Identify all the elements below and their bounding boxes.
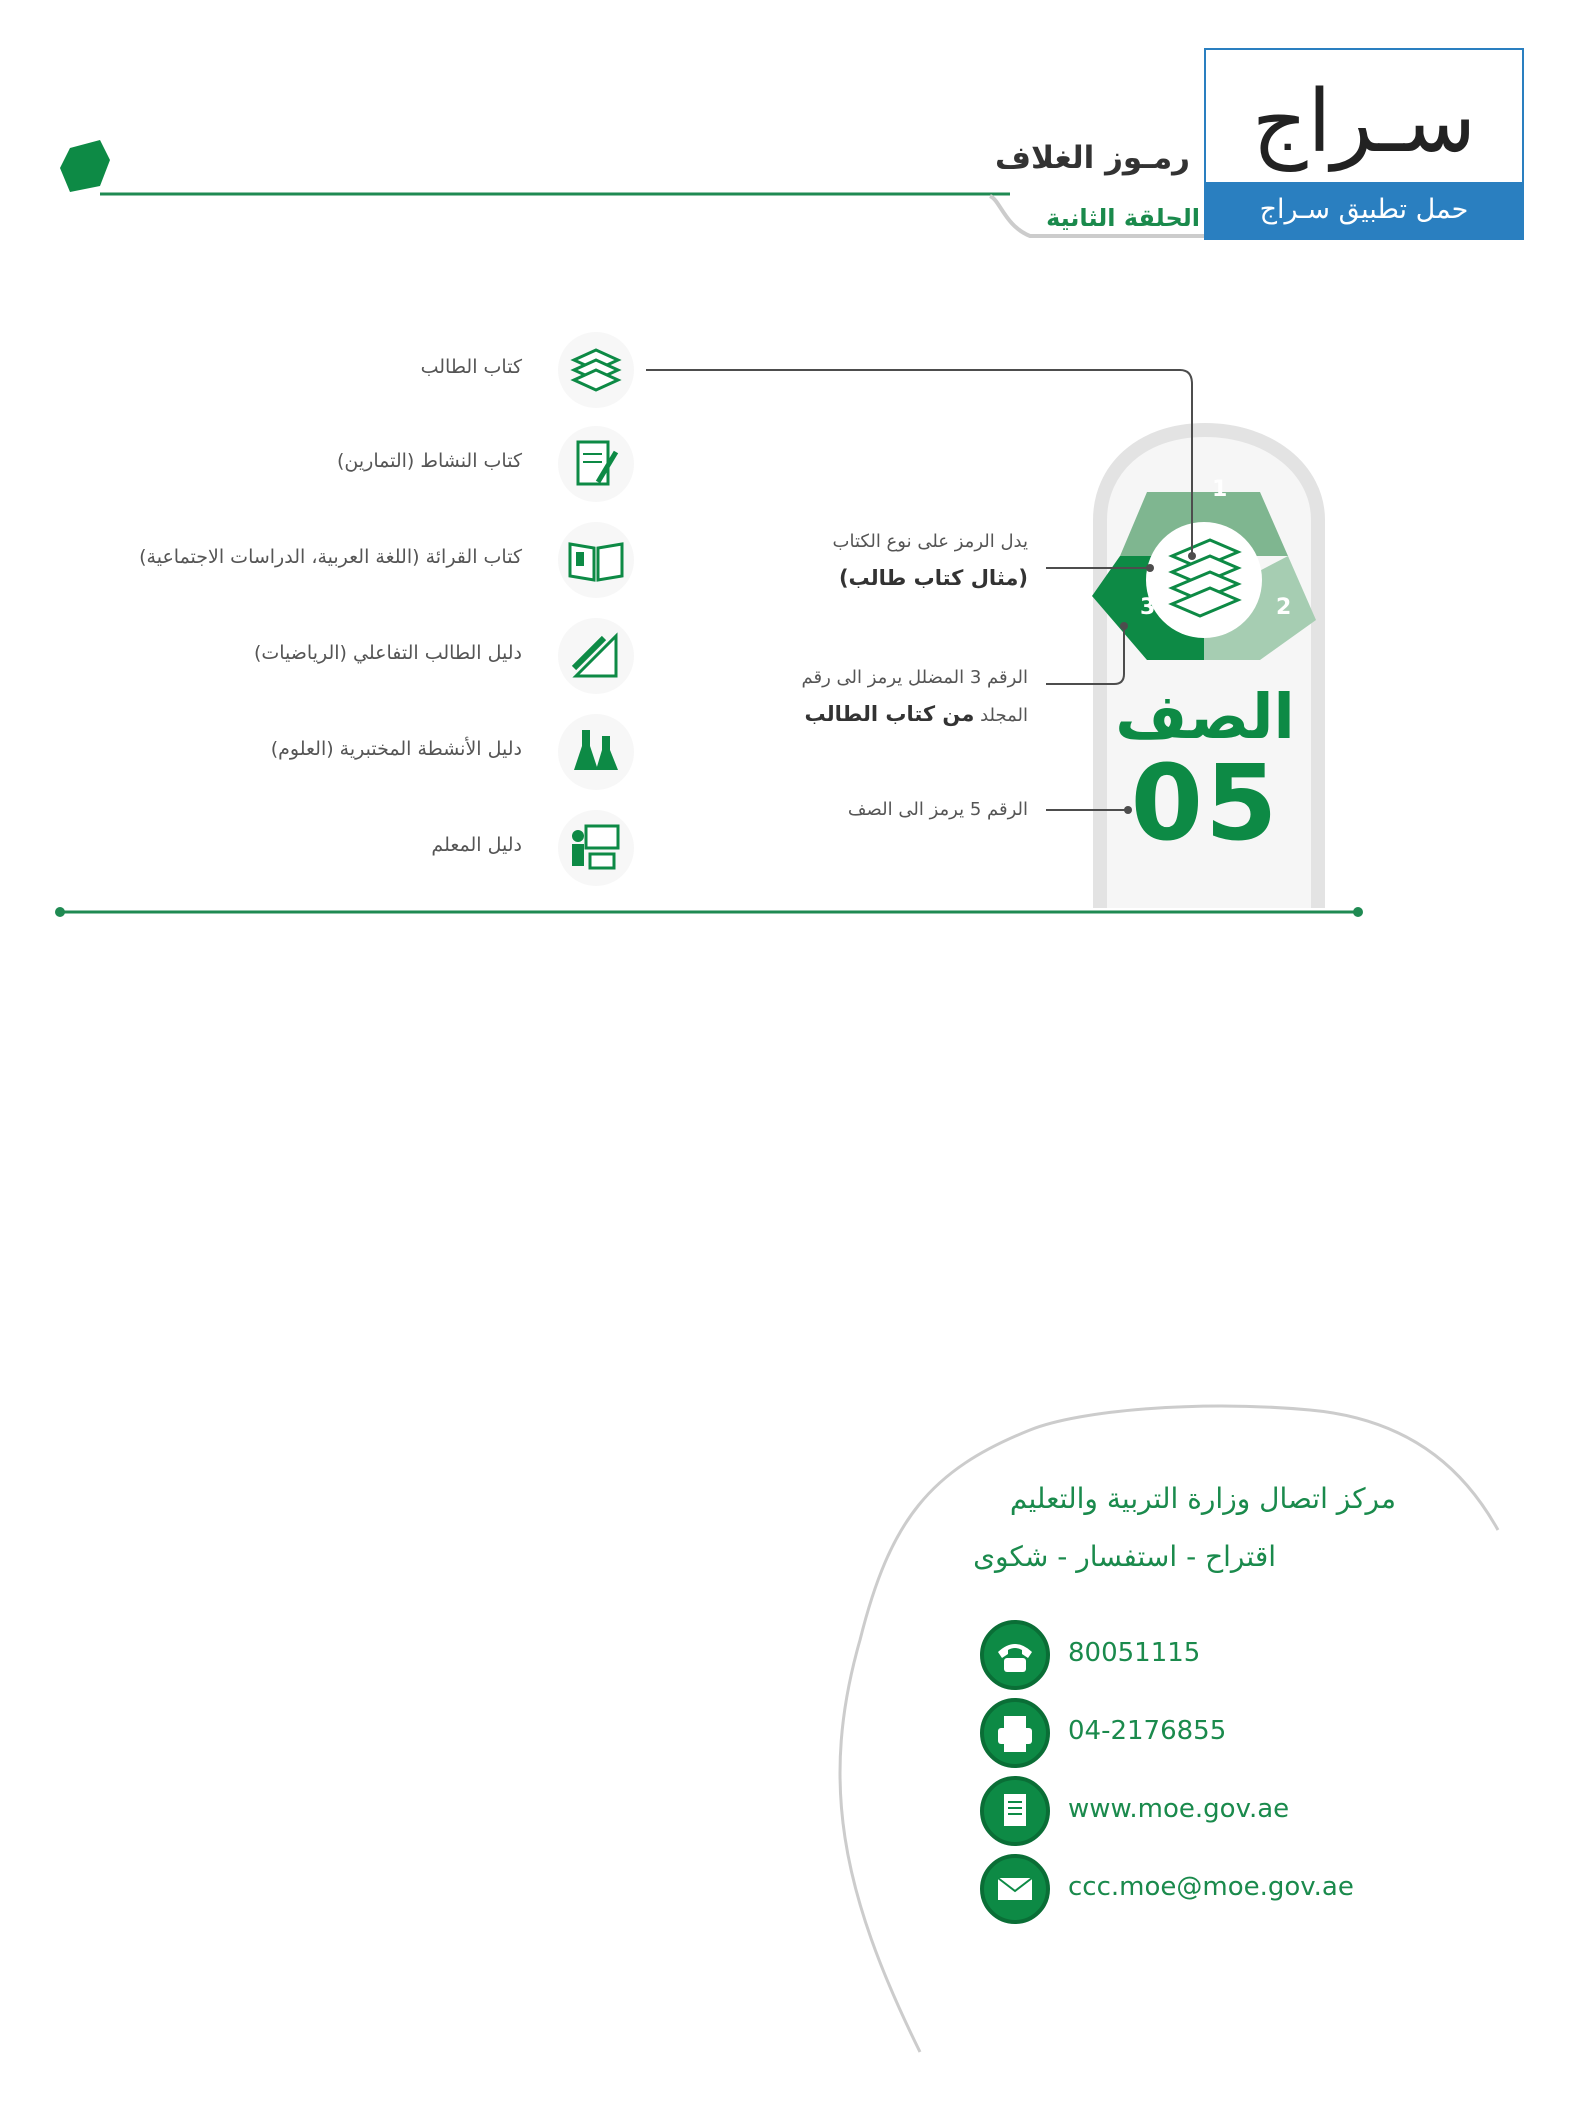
annotation-volume-line1: الرقم 3 المضلل يرمز الى رقم xyxy=(801,667,1028,688)
contact-email-text[interactable]: ccc.moe@moe.gov.ae xyxy=(1068,1872,1354,1902)
book-type-label-teacher: دليل المعلم xyxy=(431,834,522,856)
stacked-books-icon xyxy=(556,330,636,410)
annotation-volume xyxy=(802,660,1028,734)
annotation-volume-plain: المجلد xyxy=(980,705,1028,726)
segment-1-label: 1 xyxy=(1212,477,1228,502)
annotation-volume-bold: من كتاب الطالب xyxy=(804,702,975,726)
book-type-label-activity: كتاب النشاط (التمارين) xyxy=(337,450,522,472)
annotation-symbol-example: (مثال كتاب طالب) xyxy=(838,566,1028,590)
siraj-logo[interactable] xyxy=(1204,48,1524,240)
fax-icon xyxy=(980,1698,1050,1768)
book-type-label-student: كتاب الطالب xyxy=(420,356,522,378)
notebook-pen-icon xyxy=(556,424,636,504)
mail-icon xyxy=(980,1854,1050,1924)
ruler-triangle-icon xyxy=(556,616,636,696)
segment-2-label: 2 xyxy=(1276,595,1292,620)
lab-flasks-icon xyxy=(556,712,636,792)
annotation-symbol xyxy=(833,524,1028,598)
grade-number: 05 xyxy=(1130,742,1280,864)
siraj-logo-word: سـراج xyxy=(1251,72,1477,172)
siraj-logo-tagline: حمل تطبيق سـراج xyxy=(1206,182,1522,238)
teacher-board-icon xyxy=(556,808,636,888)
annotation-volume-line2 xyxy=(802,696,1028,734)
phone-icon xyxy=(980,1620,1050,1690)
annotation-grade xyxy=(848,792,1028,828)
contact-web-text[interactable]: www.moe.gov.ae xyxy=(1068,1794,1290,1824)
page-title: رمـوز الغلاف xyxy=(994,140,1190,176)
bottom-rule-dot-left xyxy=(55,907,65,917)
contact-title: مركز اتصال وزارة التربية والتعليم xyxy=(1009,1482,1396,1515)
open-book-icon xyxy=(556,520,636,600)
web-page-icon xyxy=(980,1776,1050,1846)
book-type-label-lab: دليل الأنشطة المختبرية (العلوم) xyxy=(270,738,522,760)
contact-fax-text[interactable]: 04-2176855 xyxy=(1068,1716,1227,1746)
annotation-symbol-line2 xyxy=(833,560,1028,598)
bottom-rule-dot-right xyxy=(1353,907,1363,917)
annotation-grade-line: الرقم 5 يرمز الى الصف xyxy=(847,799,1028,820)
contact-phone-text[interactable]: 80051115 xyxy=(1068,1638,1201,1668)
hexagon-marker xyxy=(60,140,110,192)
contact-subtitle: اقتراح - استفسار - شكوى xyxy=(973,1540,1276,1573)
annotation-symbol-line1: يدل الرمز على نوع الكتاب xyxy=(832,531,1028,552)
segment-3-label: 3 xyxy=(1140,595,1156,620)
book-type-label-interactive: دليل الطالب التفاعلي (الرياضيات) xyxy=(253,642,522,664)
book-type-label-reading: كتاب القرائة (اللغة العربية، الدراسات الاجتماعية) xyxy=(139,546,522,568)
page-subtitle: الحلقة الثانية xyxy=(1046,204,1200,232)
grade-word: الصف xyxy=(1115,680,1295,753)
